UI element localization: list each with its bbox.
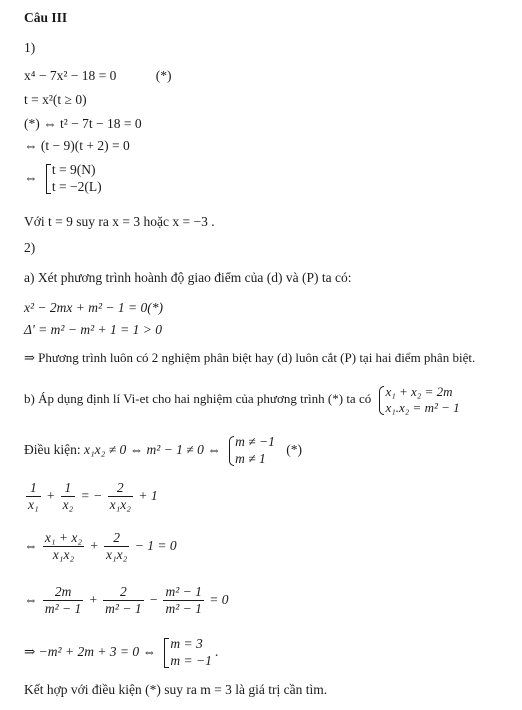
eq1-plus: + xyxy=(46,487,56,503)
part2a-equation: x² − 2mx + m² − 1 = 0(*) xyxy=(24,300,164,315)
eq4-expr: ⇒ −m² + 2m + 3 = 0 ⇔ xyxy=(24,643,157,659)
eq1-frac3 xyxy=(108,480,133,513)
eq2-frac1-den: x₁x₂ xyxy=(52,547,75,563)
part1-case2: t = −2(L) xyxy=(51,178,102,194)
part1-case-bracket xyxy=(44,162,102,196)
eq1-frac1-num: 1 xyxy=(26,480,41,497)
eq4-case-bracket xyxy=(162,636,211,670)
condition-system xyxy=(227,434,275,468)
part2b-equation1 xyxy=(24,480,158,513)
condition-case1: m ≠ −1 xyxy=(235,434,275,449)
eq1-frac1 xyxy=(26,480,41,513)
eq2-arrow: ⇔ xyxy=(24,537,38,553)
eq3-frac1-den: m² − 1 xyxy=(44,601,82,617)
section-title: Câu III xyxy=(24,10,68,25)
eq3-frac3 xyxy=(163,584,203,617)
eq1-frac2-num: 1 xyxy=(61,480,76,497)
final-conclusion: Kết hợp với điều kiện (*) suy ra m = 3 là giá trị cần tìm. xyxy=(24,682,328,697)
part2-label: 2) xyxy=(24,240,36,255)
eq2-frac2-den: x₁x₂ xyxy=(105,547,128,563)
part2a-delta: Δ' = m² − m² + 1 = 1 > 0 xyxy=(24,322,162,337)
eq3-plus: + xyxy=(88,591,98,607)
eq3-arrow: ⇔ xyxy=(24,591,38,607)
part2b-equation4 xyxy=(24,636,219,670)
part1-step2: ⇔ (t − 9)(t + 2) = 0 xyxy=(24,138,130,153)
eq2-frac2-num: 2 xyxy=(104,530,129,547)
eq3-frac2 xyxy=(103,584,143,617)
part2b-vieta-line xyxy=(24,384,460,417)
eq3-frac2-den: m² − 1 xyxy=(105,601,142,617)
part2b-equation2 xyxy=(24,530,177,563)
eq1-frac2-den: x₂ xyxy=(62,497,74,513)
eq3-minus: − xyxy=(148,591,159,607)
eq3-frac1 xyxy=(43,584,83,617)
eq1-frac1-den: x₁ xyxy=(28,497,39,513)
part1-case1: t = 9(N) xyxy=(51,162,96,177)
eq2-plus: + xyxy=(89,537,99,553)
part2b-condition xyxy=(24,434,302,468)
part1-label: 1) xyxy=(24,40,36,55)
part1-substitution: t = x²(t ≥ 0) xyxy=(24,92,87,107)
part1-conclusion: Với t = 9 suy ra x = 3 hoặc x = −3 . xyxy=(24,214,215,229)
eq2-frac1 xyxy=(43,530,84,563)
condition-case2: m ≠ 1 xyxy=(235,450,266,466)
condition-label: Điều kiện: xyxy=(24,441,81,457)
eq3-frac3-num: m² − 1 xyxy=(163,584,203,601)
eq2-frac1-num: x₁ + x₂ xyxy=(43,530,84,547)
part2b-vieta-system xyxy=(377,384,459,417)
part2b-vieta-product: x₁.x₂ = m² − 1 xyxy=(385,400,460,416)
part1-cases-arrow: ⇔ xyxy=(24,169,38,185)
eq3-tail: = 0 xyxy=(209,591,229,607)
eq3-frac1-num: 2m xyxy=(43,584,83,601)
eq1-frac3-den: x₁x₂ xyxy=(109,497,131,513)
eq1-equals: = − xyxy=(80,487,103,503)
eq2-frac2 xyxy=(104,530,129,563)
eq1-frac3-num: 2 xyxy=(108,480,133,497)
part2b-intro: b) Áp dụng định lí Vi-et cho hai nghiệm của phương trình (*) ta có xyxy=(24,391,372,407)
eq2-tail: − 1 = 0 xyxy=(134,537,177,553)
part1-cases xyxy=(24,162,102,196)
eq3-frac2-num: 2 xyxy=(103,584,143,601)
part1-equation xyxy=(24,68,171,84)
eq1-tail: + 1 xyxy=(138,487,158,503)
eq4-case1: m = 3 xyxy=(170,636,203,651)
eq4-case2: m = −1 xyxy=(170,652,212,668)
part2b-vieta-sum: x₁ + x₂ = 2m xyxy=(385,384,453,399)
part2a-intro: a) Xét phương trình hoành độ giao điểm của (d) và (P) ta có: xyxy=(24,270,352,285)
condition-tag: (*) xyxy=(286,441,303,457)
condition-expr: x₁x₂ ≠ 0 ⇔ m² − 1 ≠ 0 ⇔ xyxy=(84,441,221,457)
eq1-frac2 xyxy=(61,480,76,513)
part1-eq-tag: (*) xyxy=(155,68,172,83)
eq3-frac3-den: m² − 1 xyxy=(165,601,202,617)
part1-eq-text: x⁴ − 7x² − 18 = 0 xyxy=(24,68,117,83)
part2a-conclusion: ⇒ Phương trình luôn có 2 nghiệm phân biệt hay (d) luôn cắt (P) tại hai điểm phân biệt. xyxy=(24,350,476,365)
part2b-equation3 xyxy=(24,584,229,617)
part1-step1: (*) ⇔ t² − 7t − 18 = 0 xyxy=(24,116,142,131)
eq4-dot: . xyxy=(215,643,219,659)
